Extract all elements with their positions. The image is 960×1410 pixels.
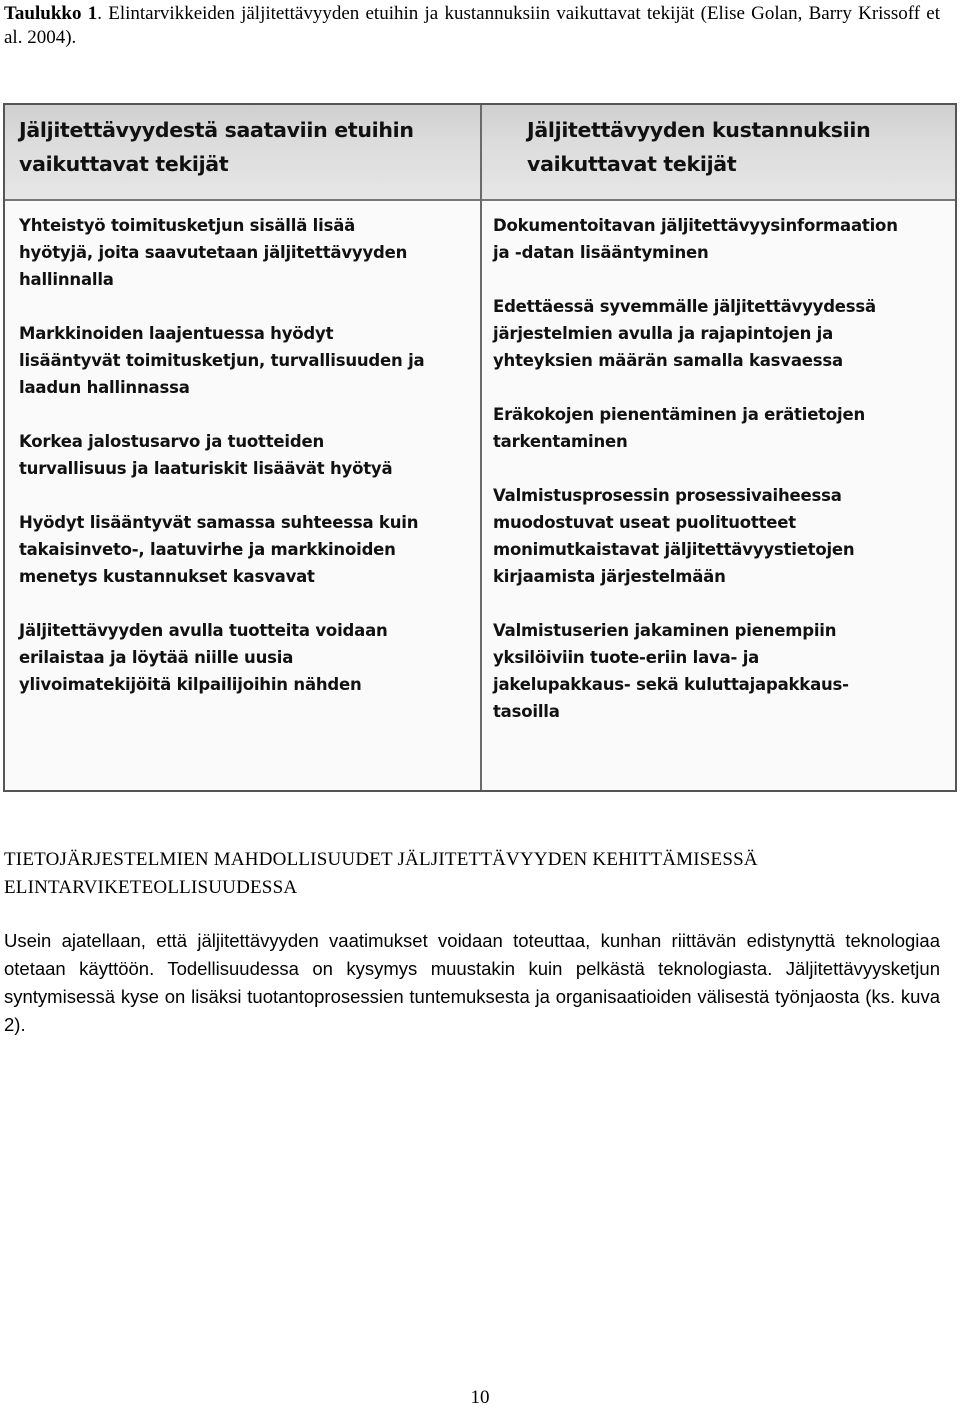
benefit-item: Markkinoiden laajentuessa hyödyt lisääntyvät toimitusketjun, turvallisuuden ja laadun hallinnassa [19, 324, 425, 397]
cost-item: Valmistuserien jakaminen pienempiin yksilöiviin tuote-eriin lava- ja jakelupakkaus- sekä kuluttajapakkaus- tasoilla [493, 621, 849, 721]
cost-item: Valmistusprosessin prosessivaiheessa muodostuvat useat puolituotteet monimutkaistavat jäljitettävyystietojen kirjaamista järjestelmään [493, 486, 855, 586]
section-heading: TIETOJÄRJESTELMIEN MAHDOLLISUUDET JÄLJITETTÄVYYDEN KEHITTÄMISESSÄ ELINTARVIKETEOLLISUUDESSA [4, 849, 758, 898]
page-number: 10 [470, 1387, 490, 1408]
benefit-item: Jäljitettävyyden avulla tuotteita voidaan erilaistaa ja löytää niille uusia ylivoimatekijöitä kilpailijoihin nähden [19, 621, 388, 694]
header-costs: Jäljitettävyyden kustannuksiin vaikuttavat tekijät [527, 118, 871, 176]
benefits-column [19, 212, 471, 725]
costs-column [493, 212, 949, 752]
cost-item: Edettäessä syvemmälle jäljitettävyydessä järjestelmien avulla ja rajapintojen ja yhteyksien määrän samalla kasvaessa [493, 297, 876, 370]
benefit-item: Yhteistyö toimitusketjun sisällä lisää hyötyjä, joita saavutetaan jäljitettävyyden hallinnalla [19, 216, 408, 289]
header-benefits: Jäljitettävyydestä saataviin etuihin vaikuttavat tekijät [19, 118, 414, 176]
caption-label: Taulukko 1 [4, 3, 98, 24]
cost-item: Dokumentoitavan jäljitettävyysinformaation ja -datan lisääntyminen [493, 216, 898, 262]
table-caption [4, 2, 940, 50]
factors-table-image [3, 103, 957, 792]
caption-text: . Elintarvikkeiden jäljitettävyyden etuihin ja kustannuksiin vaikuttavat tekijät (Elise Golan, Barry Krissoff et al. 2004). [4, 3, 940, 48]
column-divider [480, 105, 482, 790]
benefit-item: Korkea jalostusarvo ja tuotteiden turvallisuus ja laaturiskit lisäävät hyötyä [19, 432, 393, 478]
cost-item: Eräkokojen pienentäminen ja erätietojen tarkentaminen [493, 405, 865, 451]
body-paragraph: Usein ajatellaan, että jäljitettävyyden vaatimukset voidaan toteuttaa, kunhan riittävän edistynyttä teknologiaa otetaan käyttöön. Todellisuudessa on kysymys muustakin kuin pelkästä teknologiasta. Jäljitettävyysketjun syntymisessä kyse on lisäksi tuotantoprosessien tuntemuksesta ja organisaatioiden välisestä työnjaosta (ks. kuva 2). [4, 930, 940, 1035]
benefit-item: Hyödyt lisääntyvät samassa suhteessa kuin takaisinveto-, laatuvirhe ja markkinoiden menetys kustannukset kasvavat [19, 513, 419, 586]
